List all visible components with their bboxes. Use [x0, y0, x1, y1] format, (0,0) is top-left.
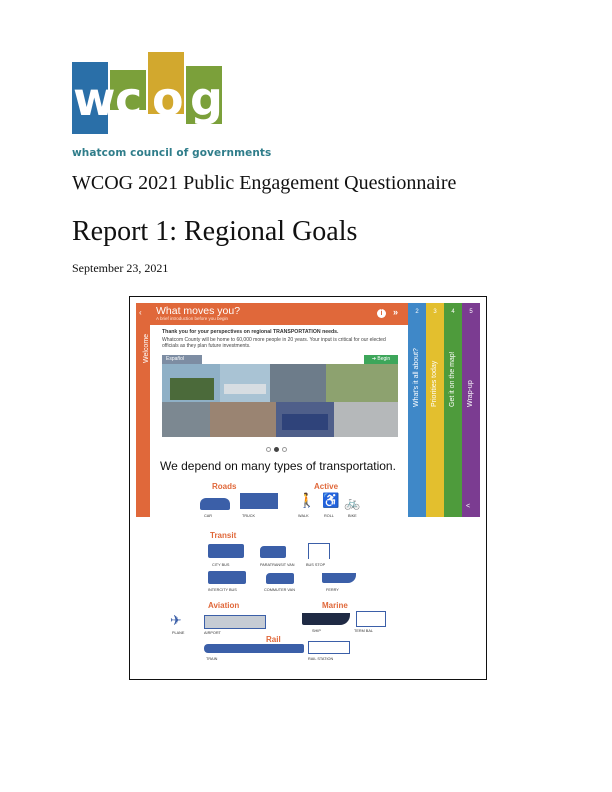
header-subtitle: A brief introduction before you begin	[156, 316, 229, 321]
section-roads: Roads	[212, 482, 237, 491]
bus-stop-icon	[308, 543, 330, 559]
ship-icon	[302, 613, 350, 625]
thanks-text: Thank you for your perspectives on regional TRANSPORTATION needs.	[162, 329, 339, 335]
depend-statement: We depend on many types of transportation.	[160, 459, 396, 473]
ferry-icon	[322, 573, 356, 583]
airport-icon	[204, 615, 266, 629]
paratransit-van-icon	[260, 546, 286, 558]
logo-letter-c: c	[115, 72, 143, 126]
ferry-label: FERRY	[326, 588, 339, 592]
next-double-arrow-icon[interactable]: »	[393, 307, 399, 317]
begin-button[interactable]: ➔ Begin	[364, 355, 398, 364]
logo-letter-w: w	[73, 72, 116, 126]
intercity-bus-icon	[208, 571, 246, 584]
plane-label: PLANE	[172, 631, 185, 635]
questionnaire-screenshot	[129, 296, 487, 680]
car-label: CAR	[204, 514, 213, 518]
train-label: TRAIN	[206, 657, 218, 661]
section-marine: Marine	[322, 601, 348, 610]
tab-label: Priorities today	[431, 360, 438, 407]
tab-label: What's it all about?	[413, 348, 420, 407]
rail-station-label: RAIL STATION	[308, 657, 334, 661]
rail-station-icon	[308, 641, 350, 654]
logo-letter-o: o	[152, 72, 184, 126]
bike-label: BIKE	[348, 514, 357, 518]
city-bus-icon	[208, 544, 244, 558]
wcog-logo	[72, 52, 224, 138]
org-name: whatcom council of governments	[72, 147, 272, 159]
term-bal-label: TERM BAL	[354, 629, 373, 633]
walk-icon: 🚶	[298, 494, 316, 509]
plane-icon: ✈	[170, 614, 182, 629]
tab-label: Get it on the map!	[449, 351, 456, 407]
tab-number: 3	[433, 309, 437, 315]
app-header	[139, 303, 408, 325]
tab-label: Wrap-up	[467, 380, 474, 407]
transportation-photo-collage	[162, 364, 398, 437]
commuter-van-label: COMMUTER VAN	[264, 588, 295, 592]
logo-letter-g: g	[190, 72, 223, 126]
car-icon	[200, 498, 230, 510]
truck-label: TRUCK	[242, 514, 256, 518]
section-rail: Rail	[266, 635, 281, 644]
transportation-modes-illustration	[130, 477, 486, 677]
truck-icon	[240, 493, 278, 509]
intro-text: Whatcom County will be home to 60,000 more people in 20 years. Your input is critical for our elected officials as they plan future investments.	[162, 337, 386, 350]
section-active: Active	[314, 482, 339, 491]
share-icon[interactable]: <	[466, 503, 471, 510]
terminal-icon	[356, 611, 386, 627]
section-aviation: Aviation	[208, 601, 240, 610]
document-date: September 23, 2021	[72, 261, 169, 275]
carousel-dot-active[interactable]	[274, 447, 279, 452]
bus-stop-label: BUS STOP	[306, 563, 326, 567]
tab-number: 4	[451, 309, 455, 315]
tab-number: 2	[415, 309, 419, 315]
train-icon	[204, 644, 304, 653]
carousel-dot[interactable]	[266, 447, 271, 452]
ship-label: SHIP	[312, 629, 321, 633]
airport-label: AIRPORT	[204, 631, 221, 635]
carousel-dots[interactable]	[266, 439, 290, 457]
wheelchair-icon: ♿	[322, 494, 340, 509]
header-title: What moves you?	[156, 305, 241, 317]
document-title: WCOG 2021 Public Engagement Questionnaire	[72, 172, 457, 194]
walk-label: WALK	[298, 514, 309, 518]
report-title: Report 1: Regional Goals	[72, 216, 358, 247]
section-transit: Transit	[210, 531, 237, 540]
commuter-van-icon	[266, 573, 294, 584]
carousel-dot[interactable]	[282, 447, 287, 452]
info-icon[interactable]: i	[377, 309, 386, 318]
welcome-sidebar[interactable]: Welcome	[136, 303, 150, 517]
tab-number: 5	[469, 309, 473, 315]
roll-label: ROLL	[324, 514, 334, 518]
city-bus-label: CITY BUS	[212, 563, 230, 567]
bike-icon: 🚲	[344, 495, 361, 510]
paratransit-label: PARATRANSIT VAN	[260, 563, 295, 567]
back-arrow-icon[interactable]: ‹	[139, 308, 142, 317]
espanol-button[interactable]: Español	[162, 355, 202, 364]
intercity-bus-label: INTERCITY BUS	[208, 588, 237, 592]
